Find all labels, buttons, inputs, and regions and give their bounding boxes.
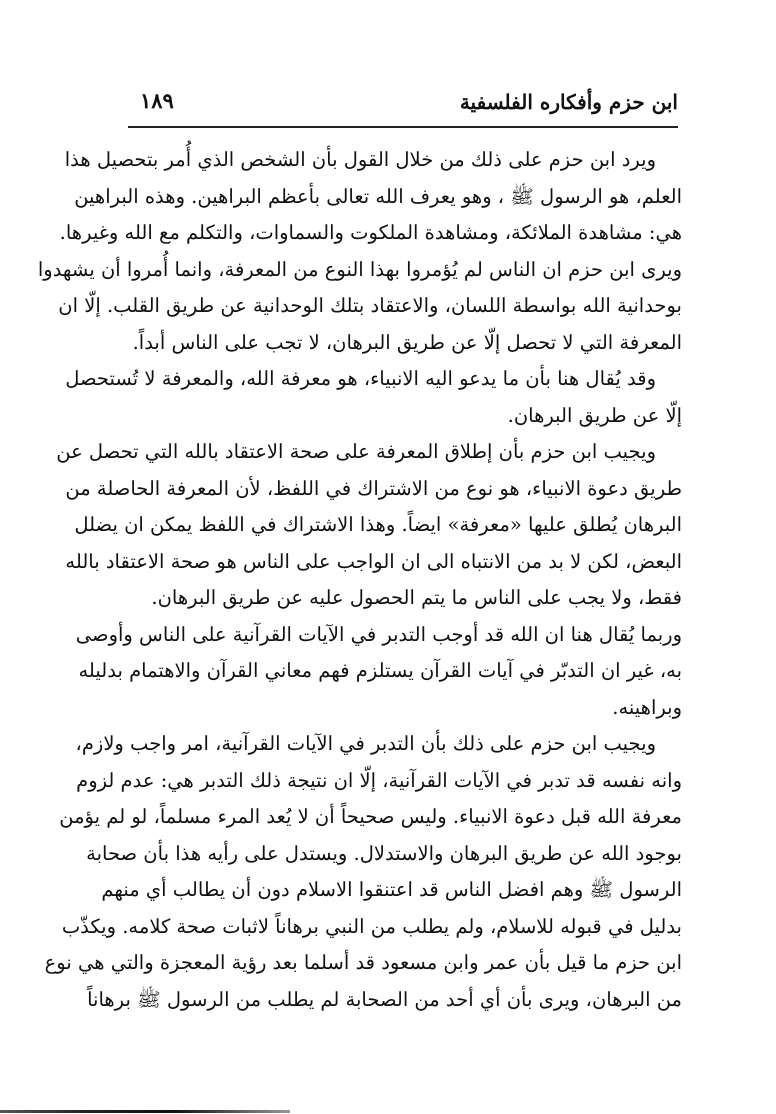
text-line: من البرهان، ويرى بأن أي أحد من الصحابة لم يطلب من الرسول ﷺ برهاناً xyxy=(87,987,682,1011)
text-line: وربما يُقال هنا ان الله قد أوجب التدبر في الآيات القرآنية على الناس وأوصى xyxy=(75,622,682,646)
page-number: ١٨٩ xyxy=(140,88,174,113)
text-line: العلم، هو الرسول ﷺ ، وهو يعرف الله تعالى بأعظم البراهين. وهذه البراهين xyxy=(74,184,682,208)
text-line: ويجيب ابن حزم على ذلك بأن التدبر في الآيات القرآنية، امر واجب ولازم، xyxy=(75,732,656,755)
text-line: ويرى ابن حزم ان الناس لم يُؤمروا بهذا النوع من المعرفة، وانما أُمروا أن يشهدوا xyxy=(37,257,682,281)
text-line: بوجود الله عن طريق البرهان والاستدلال. ويستدل على رأيه هذا بأن صحابة xyxy=(86,841,682,865)
text-line: بدليل في قبوله للاسلام، ولم يطلب من النبي برهاناً لاثبات صحة كلامه. ويكذّب xyxy=(61,914,682,938)
text-line: البرهان يُطلق عليها «معرفة» ايضاً. وهذا الاشتراك في اللفظ يمكن ان يضلل xyxy=(74,513,682,536)
text-line: ويرد ابن حزم على ذلك من خلال القول بأن الشخص الذي أُمر بتحصيل هذا xyxy=(64,148,656,171)
text-line: وقد يُقال هنا بأن ما يدعو اليه الانبياء، هو معرفة الله، والمعرفة لا تُستحصل xyxy=(65,367,656,390)
text-line: المعرفة التي لا تحصل إلّا عن طريق البرهان، لا تجب على الناس أبداً. xyxy=(132,330,682,354)
text-line: طريق دعوة الانبياء، هو نوع من الاشتراك في اللفظ، لأن المعرفة الحاصلة من xyxy=(65,476,682,500)
text-line: به، غير ان التدبّر في آيات القرآن يستلزم فهم معاني القرآن والاهتمام بدليله xyxy=(78,659,682,682)
text-line: هي: مشاهدة الملائكة، ومشاهدة الملكوت والسماوات، والتكلم مع الله وغيرها. xyxy=(59,221,682,244)
page-header xyxy=(128,88,678,124)
text-line: بوحدانية الله بواسطة اللسان، والاعتقاد بتلك الوحدانية عن طريق القلب. إلّا ان xyxy=(58,294,682,317)
text-line: البعض، لكن لا بد من الانتباه الى ان الواجب على الناس هو صحة الاعتقاد بالله xyxy=(65,549,682,573)
header-rule xyxy=(128,126,678,128)
text-line: ويجيب ابن حزم بأن إطلاق المعرفة على صحة الاعتقاد بالله التي تحصل عن xyxy=(56,440,656,463)
scan-edge-line xyxy=(0,1110,290,1113)
text-line: معرفة الله قبل دعوة الانبياء. وليس صحيحاً أن لا يُعد المرء مسلماً، لو لم يؤمن xyxy=(59,805,682,828)
text-line: وبراهينه. xyxy=(612,695,682,719)
running-title: ابن حزم وأفكاره الفلسفية xyxy=(459,90,678,114)
text-line: إلّا عن طريق البرهان. xyxy=(507,403,682,427)
text-line: الرسول ﷺ وهم افضل الناس قد اعتنقوا الاسلام دون أن يطالب أي منهم xyxy=(101,878,682,901)
text-line: ابن حزم ما قيل بأن عمر وابن مسعود قد أسلما بعد رؤية المعجزة والتي هي نوع xyxy=(44,951,682,974)
text-line: وانه نفسه قد تدبر في الآيات القرآنية، إلّا ان نتيجة ذلك التدبر هي: عدم لزوم xyxy=(76,768,682,792)
body-text xyxy=(37,142,682,1018)
text-line: فقط، ولا يجب على الناس ما يتم الحصول عليه عن طريق البرهان. xyxy=(151,586,682,609)
